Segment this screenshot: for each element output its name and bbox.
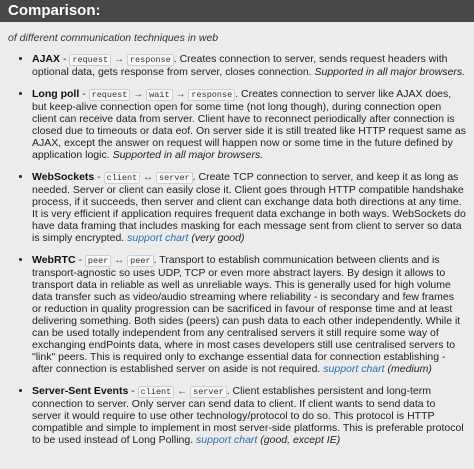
arrow-left-icon: ← — [177, 386, 188, 397]
technique-description: . Create TCP connection to server, and keep it as long as needed. Server or client can easily close it. Client goes through HTTP compatible handshake process, if it succeeds, then server and client can exchange data both directions at any time. It is very efficient if application requires frequent data exchange in both ways. WebSockets do have data framing that includes masking for each message sent from client to server so data is simply encrypted. — [32, 171, 466, 244]
flow-code: peer — [85, 255, 111, 267]
support-rating: (good, except IE) — [260, 434, 341, 446]
arrow-right-icon: → — [133, 89, 144, 100]
list-item-long-poll — [32, 88, 466, 161]
separator: - — [82, 88, 86, 100]
separator: - — [62, 53, 67, 65]
separator: - — [78, 254, 82, 266]
support-note: Supported in all major browsers. — [314, 66, 466, 78]
page-subtitle: of different communication techniques in web — [8, 32, 219, 44]
technique-description: . Creates connection to server, sends request headers with optional data, gets response from server, closes connection. — [32, 53, 448, 78]
flow-code: peer — [127, 255, 153, 267]
support-rating: (medium) — [387, 363, 432, 375]
technique-list — [8, 53, 466, 446]
page-title: Comparison: — [8, 2, 101, 19]
flow-code: server — [156, 172, 193, 184]
technique-description: . Client establishes persistent and long-term connection to server. Only server can send data to client. If client wants to send data to server it would require to use other technology/protocol to do so. This protocol is HTTP compatible and simple to implement in most server-side platforms. This is preferable protocol to be used instead of Long Polling. — [32, 385, 464, 446]
flow-code: server — [190, 386, 227, 398]
support-chart-link[interactable]: support chart — [127, 232, 189, 244]
content-area — [0, 22, 474, 469]
page-header — [0, 0, 474, 22]
list-item-server-sent-events — [32, 385, 466, 446]
flow-code: request — [89, 89, 131, 101]
flow-code: response — [188, 89, 235, 101]
separator: - — [131, 385, 135, 397]
technique-name: WebRTC — [32, 254, 76, 266]
separator: - — [97, 171, 101, 183]
support-rating: (very good) — [191, 232, 245, 244]
technique-description: . Transport to establish communication between clients and is transport-agnostic so uses UDP, TCP or even more abstract layers. By design it allows to transport data in reliable as well as unreliable ways. This is generally used for high volume data transfer such as video/audio streaming where reliability - is secondary and few frames or reduction in quality progression can be sacrificed in favour of response time and at least delivering something. Both sides (peers) can push data to each other independently. While it can be used totally independent from any centralised servers it still require some way of exchanging endPoints data, where in most cases developers still use centralised servers to "link" peers. This is required only to exchange essential data for connection establishing - after connection is established server on aside is not required. — [32, 254, 461, 375]
arrow-both-icon: ↔ — [114, 255, 125, 266]
technique-name: AJAX — [32, 53, 61, 65]
flow-code: request — [69, 54, 111, 66]
flow-code: response — [127, 54, 174, 66]
technique-name: Long poll — [32, 88, 80, 100]
list-item-websockets — [32, 171, 466, 244]
arrow-both-icon: ↔ — [143, 172, 154, 183]
flow-code: client — [104, 172, 141, 184]
technique-name: WebSockets — [32, 171, 95, 183]
arrow-right-icon: → — [175, 89, 186, 100]
technique-name: Server-Sent Events — [32, 385, 129, 397]
list-item-ajax — [32, 53, 466, 78]
support-chart-link[interactable]: support chart — [196, 434, 258, 446]
flow-code: client — [138, 386, 175, 398]
arrow-right-icon: → — [114, 54, 124, 65]
list-item-webrtc — [32, 254, 466, 375]
flow-code: wait — [146, 89, 172, 101]
technique-description: . Creates connection to server like AJAX does, but keep-alive connection open for some time (not long though), during connection open client can receive data from server. Client have to reconnect periodically after connection is closed due to timeouts or data eof. On server side it is still treated like HTTP request same as AJAX, except the answer on request will happen now or some time in the future defined by application logic. — [32, 88, 467, 161]
support-chart-link[interactable]: support chart — [323, 363, 385, 375]
support-note: Supported in all major browsers. — [112, 149, 264, 161]
